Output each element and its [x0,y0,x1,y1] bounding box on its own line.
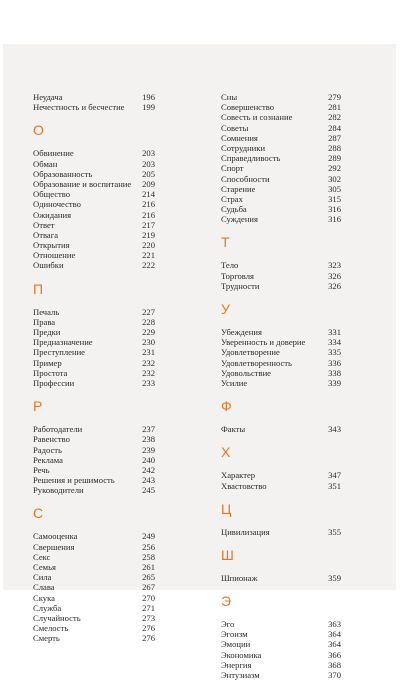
entry-page-number: 316 [328,204,341,215]
index-entry [33,159,155,169]
index-entry [221,260,341,270]
index-entry [221,102,341,112]
entry-title: Профессии [33,377,75,388]
index-entry [33,552,155,562]
entry-page-number: 205 [142,168,155,179]
entry-page-number: 203 [142,158,155,169]
entry-title: Спорт [221,163,244,174]
entry-page-number: 355 [328,526,341,537]
index-entry [33,531,155,541]
entry-page-number: 364 [328,629,341,640]
entry-page-number: 265 [142,572,155,583]
entry-page-number: 271 [142,602,155,613]
entry-title: Ошибки [33,260,64,271]
entry-page-number: 214 [142,189,155,200]
section-spacer [221,388,341,398]
section-letter: Ф [221,398,232,415]
entry-page-number: 227 [142,306,155,317]
index-entry [33,455,155,465]
index-entry [33,378,155,388]
index-entry [221,358,341,368]
index-entry [221,347,341,357]
index-entry [33,317,155,327]
entry-title: Усилие [221,377,248,388]
index-entry [221,163,341,173]
index-entry [221,639,341,649]
entry-title: Отвага [33,229,59,240]
entry-title: Преступление [33,347,85,358]
entry-page-number: 331 [328,327,341,337]
entry-title: Трудности [221,280,260,291]
entry-title: Обвинение [33,148,74,159]
index-entry [221,143,341,153]
entry-page-number: 366 [328,649,341,660]
entry-page-number: 336 [328,357,341,368]
entry-title: Энтузиазм [221,670,260,680]
entry-title: Смелость [33,623,69,634]
entry-title: Отношение [33,250,76,261]
entry-title: Способности [221,173,270,184]
index-entry [33,358,155,368]
entry-title: Сомнения [221,132,258,143]
index-entry [221,281,341,291]
entry-page-number: 302 [328,173,341,184]
section-spacer [33,521,155,531]
index-entry [221,650,341,660]
entry-page-number: 273 [142,612,155,623]
entry-title: Эго [221,619,235,630]
entry-page-number: 222 [142,260,155,271]
entry-title: Самооценка [33,531,78,542]
section-spacer [33,297,155,307]
index-entry [33,220,155,230]
entry-title: Тело [221,260,239,271]
index-entry [33,593,155,603]
index-entry [221,214,341,224]
index-entry [221,378,341,388]
entry-page-number: 363 [328,619,341,630]
entry-page-number: 220 [142,240,155,251]
entry-page-number: 334 [328,337,341,348]
index-entry [33,613,155,623]
index-entry [221,660,341,670]
index-entry [33,210,155,220]
entry-title: Сотрудники [221,142,266,153]
entry-page-number: 216 [142,209,155,220]
entry-title: Хвастовство [221,480,267,491]
entry-page-number: 281 [328,102,341,113]
entry-page-number: 238 [142,434,155,445]
section-letter: П [33,280,44,297]
section-spacer [221,317,341,327]
entry-page-number: 284 [328,122,341,133]
index-entry [33,230,155,240]
index-entry [221,133,341,143]
section-letter: О [33,122,44,139]
entry-page-number: 359 [328,572,341,583]
index-entry [221,470,341,480]
index-entry [33,582,155,592]
entry-title: Уверенность и доверие [221,337,306,348]
index-entry [33,169,155,179]
entry-page-number: 221 [142,250,155,261]
entry-title: Открытия [33,240,70,251]
entry-title: Эгоизм [221,629,248,640]
entry-page-number: 326 [328,280,341,291]
section-letter: Х [221,444,231,461]
entry-page-number: 282 [328,112,341,123]
entry-title: Печаль [33,306,60,317]
book-page [3,44,396,680]
index-entry [33,327,155,337]
entry-title: Факты [221,424,246,435]
section-spacer [33,388,155,398]
entry-page-number: 256 [142,541,155,552]
section-spacer [221,291,341,301]
entry-title: Свершения [33,541,75,552]
entry-page-number: 339 [328,377,341,388]
entry-page-number: 316 [328,214,341,225]
index-entry [33,623,155,633]
entry-title: Образование и воспитание [33,178,132,189]
index-entry [221,92,341,102]
section-spacer [33,138,155,148]
entry-page-number: 199 [142,102,155,113]
entry-page-number: 315 [328,193,341,204]
section-letter: Р [33,398,43,415]
section-spacer [221,460,341,470]
entry-title: Слава [33,582,55,593]
index-entry [221,573,341,583]
index-entry [221,112,341,122]
index-entry [221,153,341,163]
section-spacer [221,517,341,527]
entry-page-number: 237 [142,424,155,435]
section-spacer [33,414,155,424]
entry-title: Старение [221,183,256,194]
entry-page-number: 232 [142,367,155,378]
entry-title: Судьба [221,204,247,215]
index-entry [221,670,341,680]
entry-title: Убеждения [221,327,262,337]
index-entry [33,465,155,475]
entry-title: Сила [33,572,52,583]
entry-page-number: 261 [142,562,155,572]
entry-title: Случайность [33,612,81,623]
index-entry [33,347,155,357]
entry-page-number: 289 [328,153,341,164]
index-entry [221,337,341,347]
index-entry [33,199,155,209]
entry-title: Решения и решимость [33,475,115,486]
index-entry [33,475,155,485]
index-entry [33,603,155,613]
entry-title: Советы [221,122,249,133]
index-entry [33,179,155,189]
entry-page-number: 196 [142,92,155,102]
entry-title: Смерть [33,633,60,644]
entry-page-number: 338 [328,367,341,378]
entry-title: Права [33,316,56,327]
entry-page-number: 216 [142,199,155,210]
entry-title: Нечестность и бесчестие [33,102,125,113]
entry-page-number: 229 [142,327,155,337]
entry-title: Предки [33,327,61,337]
index-entry [33,445,155,455]
index-entry [33,424,155,434]
section-letter: Ц [221,500,232,517]
entry-page-number: 276 [142,633,155,644]
section-letter: С [33,505,44,522]
section-spacer [221,563,341,573]
section-letter: Т [221,234,230,251]
entry-page-number: 249 [142,531,155,542]
entry-title: Удовлетворение [221,347,280,358]
entry-title: Экономика [221,649,262,660]
entry-page-number: 231 [142,347,155,358]
index-entry [33,562,155,572]
entry-title: Совесть и сознание [221,112,293,123]
index-entry [33,240,155,250]
index-entry [221,327,341,337]
index-entry [33,250,155,260]
entry-title: Речь [33,464,50,475]
entry-page-number: 368 [328,659,341,670]
section-spacer [221,414,341,424]
index-entry [221,174,341,184]
index-entry [221,123,341,133]
entry-page-number: 242 [142,464,155,475]
section-spacer [221,491,341,501]
index-entry [33,633,155,643]
entry-title: Ответ [33,219,55,230]
entry-page-number: 292 [328,163,341,174]
entry-page-number: 232 [142,357,155,368]
entry-title: Суждения [221,214,258,225]
entry-page-number: 239 [142,444,155,455]
section-spacer [33,271,155,281]
index-entry [33,102,155,112]
index-entry [33,485,155,495]
entry-title: Шпионаж [221,572,258,583]
entry-title: Цивилизация [221,526,270,537]
index-entry [33,368,155,378]
entry-page-number: 323 [328,260,341,271]
entry-title: Торговля [221,270,254,281]
section-letter: Ш [221,546,234,563]
entry-page-number: 219 [142,229,155,240]
entry-title: Пример [33,357,62,368]
section-spacer [33,495,155,505]
index-entry [33,572,155,582]
entry-title: Ожидания [33,209,72,220]
index-entry [221,368,341,378]
entry-title: Характер [221,470,256,481]
entry-title: Общество [33,189,71,200]
index-entry [33,189,155,199]
index-entry [33,148,155,158]
section-spacer [221,250,341,260]
section-spacer [221,434,341,444]
index-entry [221,629,341,639]
entry-page-number: 209 [142,178,155,189]
entry-title: Семья [33,562,56,572]
index-entry [33,337,155,347]
entry-title: Секс [33,551,51,562]
entry-title: Равенство [33,434,70,445]
section-letter: Э [221,593,232,610]
index-entry [33,307,155,317]
entry-page-number: 240 [142,454,155,465]
entry-title: Одиночество [33,199,81,210]
entry-title: Реклама [33,454,63,465]
section-spacer [221,609,341,619]
entry-page-number: 335 [328,347,341,358]
entry-page-number: 245 [142,485,155,496]
entry-title: Обман [33,158,58,169]
entry-page-number: 270 [142,592,155,603]
index-entry [221,184,341,194]
entry-page-number: 233 [142,377,155,388]
entry-page-number: 230 [142,337,155,348]
index-column-right [221,92,341,680]
index-column-left [33,92,155,644]
entry-page-number: 217 [142,219,155,230]
entry-page-number: 326 [328,270,341,281]
entry-title: Предназначение [33,337,93,348]
entry-title: Энергия [221,659,252,670]
index-entry [221,271,341,281]
index-entry [33,542,155,552]
entry-title: Радость [33,444,62,455]
index-entry [33,434,155,444]
index-entry [221,424,341,434]
entry-title: Справедливость [221,153,281,164]
entry-title: Удовлетворенность [221,357,292,368]
entry-title: Удовольствие [221,367,271,378]
entry-title: Работодатели [33,424,83,435]
index-entry [221,194,341,204]
section-spacer [221,224,341,234]
entry-title: Скука [33,592,55,603]
index-entry [221,481,341,491]
section-spacer [221,537,341,547]
entry-page-number: 343 [328,424,341,435]
index-entry [221,204,341,214]
entry-page-number: 203 [142,148,155,159]
entry-page-number: 287 [328,132,341,143]
entry-title: Неудача [33,92,63,102]
entry-page-number: 258 [142,551,155,562]
entry-page-number: 305 [328,183,341,194]
entry-title: Страх [221,193,243,204]
entry-page-number: 243 [142,475,155,486]
entry-page-number: 364 [328,639,341,650]
entry-page-number: 351 [328,480,341,491]
entry-page-number: 228 [142,316,155,327]
index-entry [221,619,341,629]
entry-title: Руководители [33,485,84,496]
section-spacer [33,112,155,122]
entry-page-number: 288 [328,142,341,153]
entry-title: Эмоции [221,639,251,650]
section-spacer [221,583,341,593]
entry-page-number: 370 [328,670,341,680]
section-letter: У [221,301,230,317]
index-entry [221,527,341,537]
entry-title: Служба [33,602,62,613]
entry-page-number: 279 [328,92,341,102]
index-entry [33,260,155,270]
entry-title: Образованность [33,168,93,179]
index-entry [33,92,155,102]
entry-title: Совершенство [221,102,275,113]
entry-title: Сны [221,92,238,102]
entry-title: Простота [33,367,68,378]
entry-page-number: 276 [142,623,155,634]
entry-page-number: 267 [142,582,155,593]
entry-page-number: 347 [328,470,341,481]
